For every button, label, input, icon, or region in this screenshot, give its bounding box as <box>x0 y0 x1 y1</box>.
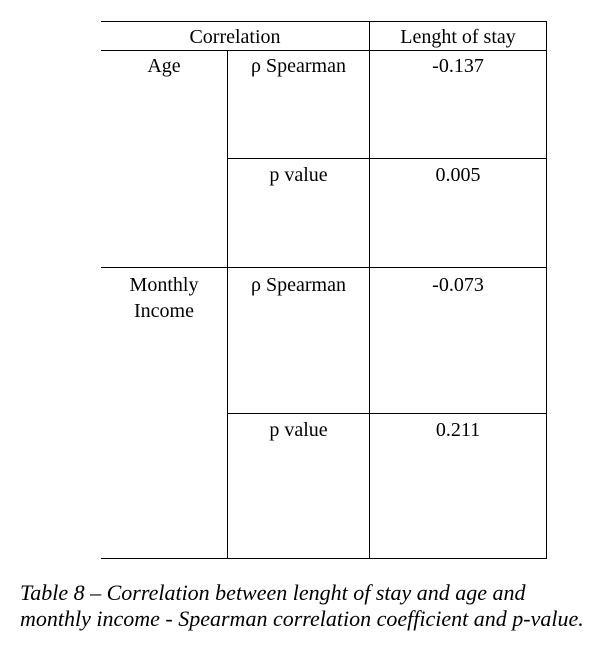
stat-value: 0.005 <box>435 164 481 186</box>
stat-label: ρ Spearman <box>251 55 346 77</box>
row-divider <box>228 413 547 414</box>
group-label-line: Monthly <box>129 274 199 296</box>
group-label-line: Income <box>134 300 194 322</box>
stat-label: p value <box>269 164 328 186</box>
header-length-of-stay: Lenght of stay <box>400 26 516 48</box>
header-correlation: Correlation <box>189 26 281 48</box>
table-caption: Table 8 – Correlation between lenght of stay and age and monthly income - Spearman correlation coefficient and p-value. <box>20 580 584 631</box>
group-divider <box>101 267 547 268</box>
stat-column-left-rule <box>227 50 228 559</box>
group-label-age: Age <box>147 55 181 77</box>
stat-value: -0.137 <box>432 55 484 77</box>
table-bottom-rule <box>101 558 547 559</box>
table-right-rule <box>546 21 547 559</box>
stat-label: p value <box>269 419 328 441</box>
stat-label: ρ Spearman <box>251 274 346 296</box>
table-top-rule <box>101 21 547 22</box>
stat-value: -0.073 <box>432 274 484 296</box>
header-bottom-rule <box>101 50 547 51</box>
row-divider <box>228 158 547 159</box>
group-label-monthly-income <box>101 272 227 324</box>
stat-value: 0.211 <box>435 419 481 441</box>
